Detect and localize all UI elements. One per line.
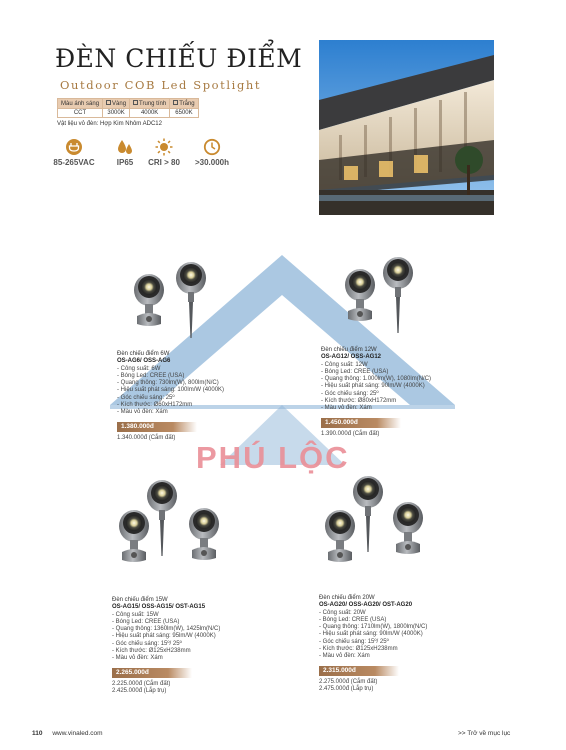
feature-item: - Màu vỏ đèn: Xám — [321, 405, 372, 412]
alt-price: 2.275.000đ (Cắm đất) — [319, 678, 378, 685]
product-image-15w — [112, 478, 232, 578]
feature-item: - Kích thước: Ø125xH238mm — [319, 646, 398, 653]
product-image-12w — [338, 255, 428, 337]
product-code: OS-AG20/ OSS-AG20/ OST-AG20 — [319, 602, 413, 609]
product-code: OS-AG12/ OSS-AG12 — [321, 354, 382, 361]
feature-item: - Quang thông: 1360lm(W), 1425lm(N/C) — [112, 626, 221, 633]
feature-item: - Công suất: 20W — [319, 609, 366, 616]
feature-item: - Kích thước: Ø80xH172mm — [321, 398, 397, 405]
feature-item: - Bóng Led: CREE (USA) — [321, 368, 389, 375]
feature-item: - Bóng Led: CREE (USA) — [319, 616, 387, 623]
product-20w — [319, 595, 427, 693]
feature-list — [321, 362, 431, 413]
product-name: Đèn chiếu điểm 15W — [112, 597, 168, 603]
product-code: OS-AG6/ OSS-AG6 — [117, 358, 171, 365]
sun-icon — [142, 138, 186, 156]
color-temperature-table — [57, 98, 199, 118]
feature-item: - Công suất: 6W — [117, 365, 161, 372]
product-code: OS-AG15/ OSS-AG15/ OST-AG15 — [112, 604, 206, 611]
price-tag: 2.265.000đ — [112, 668, 192, 678]
price-tag: 2.315.000đ — [319, 666, 399, 676]
cct-header-cool: Trắng — [170, 99, 198, 109]
building-photo — [319, 40, 494, 215]
cct-header-warm: Vàng — [103, 99, 130, 109]
feature-item: - Quang thông: 1.000lm(W), 1080lm(N/C) — [321, 376, 432, 383]
cct-header-label: Màu ánh sáng — [58, 99, 103, 109]
feature-item: - Công suất: 15W — [112, 611, 159, 618]
feature-item: - Hiệu suất phát sáng: 90lm/W (4000K) — [319, 631, 423, 638]
feature-list — [117, 366, 224, 417]
feature-item: - Góc chiếu sáng: 15º/ 25º — [112, 640, 182, 647]
feature-item: - Kích thước: Ø125xH238mm — [112, 648, 191, 655]
product-12w — [321, 347, 431, 438]
product-image-6w — [125, 260, 215, 340]
feature-item: - Màu vỏ đèn: Xám — [117, 409, 168, 416]
feature-item: - Bóng Led: CREE (USA) — [117, 372, 185, 379]
cct-value-cool: 6500K — [170, 109, 198, 118]
price-tag: 1.450.000đ — [321, 418, 401, 428]
spec-ip: IP65 — [103, 138, 147, 167]
alt-price: 2.425.000đ (Lắp trụ) — [112, 687, 167, 694]
feature-item: - Màu vỏ đèn: Xám — [319, 653, 370, 660]
feature-item: - Hiệu suất phát sáng: 95lm/W (4000K) — [112, 633, 216, 640]
alt-price: 1.390.000đ (Cắm đất) — [321, 430, 380, 437]
feature-item: - Hiệu suất phát sáng: 90lm/W (4000K) — [321, 383, 425, 390]
back-to-contents-link[interactable]: >> Trở về mục lục — [458, 730, 511, 737]
feature-item: - Góc chiếu sáng: 25º — [117, 394, 175, 401]
product-name: Đèn chiếu điểm 20W — [319, 595, 375, 601]
product-name: Đèn chiếu điểm 6W — [117, 351, 170, 357]
feature-item: - Màu vỏ đèn: Xám — [112, 655, 163, 662]
cct-row-label: CCT — [58, 109, 103, 118]
feature-list — [112, 612, 220, 663]
feature-item: - Công suất: 12W — [321, 361, 368, 368]
watermark-text: PHÚ LỘC — [196, 440, 350, 475]
page-subtitle: Outdoor COB Led Spotlight — [60, 78, 262, 92]
cct-value-neutral: 4000K — [130, 109, 170, 118]
feature-list — [319, 610, 427, 661]
spec-voltage: 85-265VAC — [52, 138, 96, 167]
material-note: Vật liệu vỏ đèn: Hợp Kim Nhôm ADC12 — [57, 121, 162, 127]
product-15w — [112, 597, 220, 695]
feature-item: - Hiệu suất phát sáng: 100lm/W (4000K) — [117, 387, 225, 394]
page-number: 110 — [32, 730, 43, 737]
page-title: ĐÈN CHIẾU ĐIỂM — [55, 44, 303, 73]
spec-lifetime: >30.000h — [190, 138, 234, 167]
footer-left — [32, 730, 103, 737]
feature-item: - Quang thông: 730lm(W), 800lm(N/C) — [117, 380, 219, 387]
cct-header-neutral: Trung tính — [130, 99, 170, 109]
feature-item: - Kích thước: Ø60xH172mm — [117, 402, 193, 409]
product-6w — [117, 351, 224, 442]
feature-item: - Bóng Led: CREE (USA) — [112, 618, 180, 625]
spec-cri: CRI > 80 — [142, 138, 186, 167]
water-drops-icon — [103, 138, 147, 156]
alt-price: 1.340.000đ (Cắm đất) — [117, 434, 176, 441]
clock-icon — [190, 138, 234, 156]
website-link[interactable]: www.vinaled.com — [52, 730, 103, 737]
plug-icon — [52, 138, 96, 156]
feature-item: - Góc chiếu sáng: 15º/ 25º — [319, 638, 389, 645]
product-image-20w — [318, 474, 438, 574]
cct-value-warm: 3000K — [103, 109, 130, 118]
feature-item: - Quang thông: 1710lm(W), 1800lm(N/C) — [319, 624, 428, 631]
product-name: Đèn chiếu điểm 12W — [321, 347, 377, 353]
feature-item: - Góc chiếu sáng: 25º — [321, 390, 379, 397]
price-tag: 1.380.000đ — [117, 422, 197, 432]
alt-price: 2.475.000đ (Lắp trụ) — [319, 685, 374, 692]
alt-price: 2.225.000đ (Cắm đất) — [112, 680, 171, 687]
